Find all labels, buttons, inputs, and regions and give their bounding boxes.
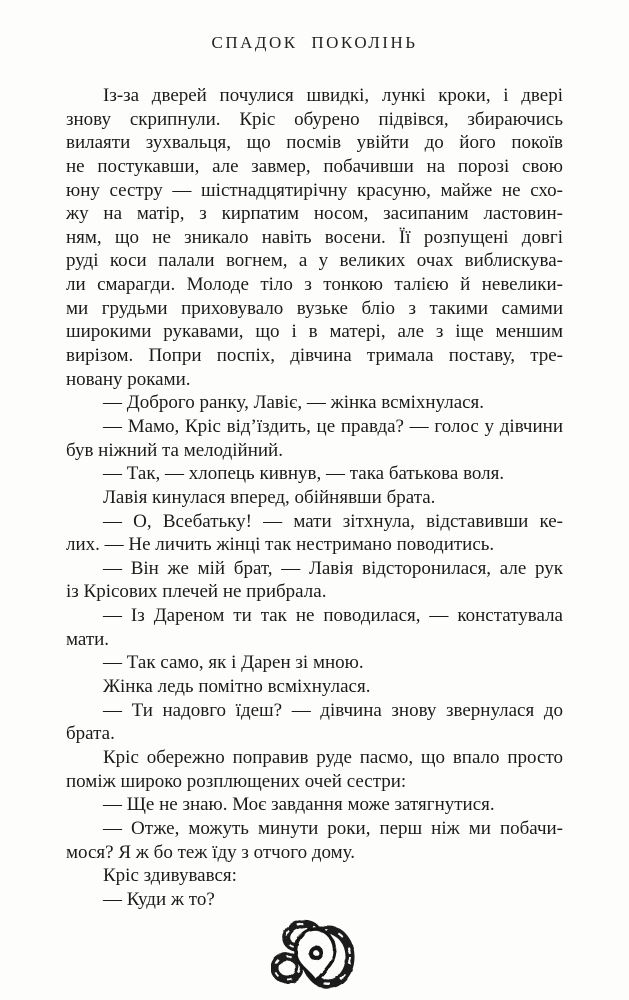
text-line: вирізом. Попри поспіх, дівчина тримала поставу, тре- <box>66 345 563 367</box>
running-header: СПАДОК ПОКОЛІНЬ <box>211 33 418 52</box>
text-line: ням, що не зникало навіть восени. Її розпущені довгі <box>66 226 563 248</box>
text-line: Із-за дверей почулися швидкі, лункі кроки, і двері <box>103 85 563 106</box>
text-line: лих. — Не личить жінці так нестримано поводитись. <box>66 534 495 556</box>
text-line: Жінка ледь помітно всміхнулася. <box>103 676 371 698</box>
text-line: ли смарагди. Молоде тіло з тонкою талією й невелики- <box>66 274 563 296</box>
text-line: вилаяти зухвальця, що посмів увійти до його покоїв <box>66 132 563 154</box>
text-line: із Крісових плечей не прибрала. <box>66 581 327 603</box>
text-line: брата. <box>66 723 115 745</box>
text-line: юну сестру — шістнадцятирічну красуню, майже не схо- <box>66 179 563 201</box>
text-line: — Так, — хлопець кивнув, — така батькова воля. <box>103 463 505 485</box>
text-line: — Із Дареном ти так не поводилася, — констатувала <box>103 605 563 627</box>
text-line: жу на матір, з кирпатим носом, засипаним ластовин- <box>66 203 563 225</box>
text-line: Кріс здивувався: <box>103 865 237 887</box>
text-line: — Ще не знаю. Моє завдання може затягнутися. <box>103 794 495 816</box>
text-line: — Куди ж то? <box>103 888 215 910</box>
text-line: знову скрипнули. Кріс обурено підвівся, збираючись <box>66 108 563 130</box>
text-line: був ніжний та мелодійний. <box>66 439 283 461</box>
text-line: мося? Я ж бо теж їду з отчого дому. <box>66 841 355 863</box>
text-line: — Доброго ранку, Лавіє, — жінка всміхнулася. <box>103 392 485 414</box>
text-line: широкими рукавами, що і в матері, але з іще меншим <box>66 321 563 343</box>
text-line: — Мамо, Кріс від’їздить, це правда? — голос у дівчини <box>103 415 563 437</box>
text-line: — Ти надовго їдеш? — дівчина знову звернулася до <box>103 699 563 721</box>
text-line: ми грудьми приховувало вузьке бліо з такими самими <box>66 297 563 319</box>
text-line: — О, Всебатьку! — мати зітхнула, відставивши ке- <box>103 510 563 532</box>
text-line: поміж широко розплющених очей сестри: <box>66 770 407 792</box>
text-line: новану роками. <box>66 368 191 390</box>
body-text <box>66 84 563 911</box>
text-line: Кріс обережно поправив руде пасмо, що впало просто <box>103 746 563 768</box>
text-line: — Він же мій брат, — Лавія відсторонилася, але рук <box>103 557 563 579</box>
text-line: Лавія кинулася вперед, обійнявши брата. <box>103 486 436 508</box>
knot-ornament-icon <box>271 915 359 997</box>
text-line: не постукавши, але завмер, побачивши на порозі свою <box>66 155 563 177</box>
text-line: — Так само, як і Дарен зі мною. <box>103 652 364 674</box>
text-line: руді коси палали вогнем, а у великих очах виблискува- <box>66 250 563 272</box>
text-line: мати. <box>66 628 110 650</box>
text-line: — Отже, можуть минути роки, перш ніж ми побачи- <box>103 817 563 839</box>
